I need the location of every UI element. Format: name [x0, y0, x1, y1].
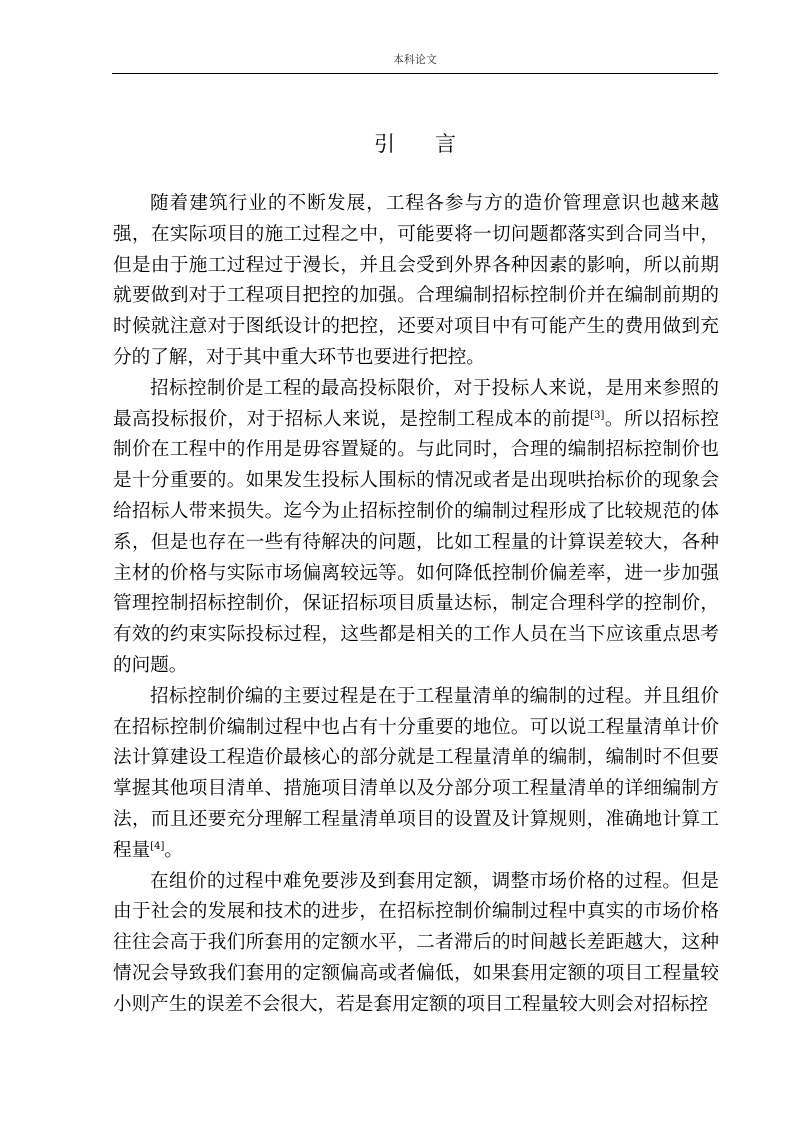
header-rule [112, 73, 718, 74]
paragraph-1: 随着建筑行业的不断发展，工程各参与方的造价管理意识也越来越强，在实际项目的施工过程之中，可能要将一切问题都落实到合同当中，但是由于施工过程过于漫长，并且会受到外界各种因素的影响，所以前期就要做到对于工程项目把控的加强。合理编制招标控制价并在编制前期的时候就注意对于图纸设计的把控，还要对项目中有可能产生的费用做到充分的了解，对于其中重大环节也要进行把控。 [113, 193, 719, 368]
body-text [113, 189, 719, 1021]
citation-ref-3: [3] [590, 409, 605, 421]
running-header: 本科论文 [393, 53, 437, 66]
paragraph-2-text-b: 。所以招标控制价在工程中的作用是毋容置疑的。与此同时，合理的编制招标控制价也是十分重要的。如果发生投标人围标的情况或者是出现哄抬标价的现象会给招标人带来损失。迄今为止招标控制价的编制过程形成了比较规范的体系，但是也存在一些有待解决的问题，比如工程量的计算误差较大，各种主材的价格与实际市场偏离较远等。如何降低控制价偏差率，进一步加强管理控制招标控制价，保证招标项目质量达标，制定合理科学的控制价，有效的约束实际投标过程，这些都是相关的工作人员在当下应该重点思考的问题。 [113, 408, 719, 676]
paragraph-2-text-a: 招标控制价是工程的最高投标限价，对于投标人来说，是用来参照的最高投标报价，对于招标人来说，是控制工程成本的前提 [113, 377, 719, 430]
paragraph-4: 在组价的过程中难免要涉及到套用定额，调整市场价格的过程。但是由于社会的发展和技术的进步，在招标控制价编制过程中真实的市场价格往往会高于我们所套用的定额水平，二者滞后的时间越长差距越大，这种情况会导致我们套用的定额偏高或者偏低，如果套用定额的项目工程量较小则产生的误差不会很大，若是套用定额的项目工程量较大则会对招标控 [113, 870, 719, 1015]
paragraph-3 [113, 682, 719, 867]
section-title: 引言 [374, 132, 496, 156]
paragraph-3-text-a: 招标控制价编的主要过程是在于工程量清单的编制的过程。并且组价在招标控制价编制过程中也占有十分重要的地位。可以说工程量清单计价法计算建设工程造价最核心的部分就是工程量清单的编制，编制时不但要掌握其他项目清单、措施项目清单以及分部分项工程量清单的详细编制方法，而且还要充分理解工程量清单项目的设置及计算规则，准确地计算工程量 [113, 685, 719, 861]
citation-ref-4: [4] [150, 840, 165, 852]
paragraph-2 [113, 374, 719, 682]
paragraph-3-text-b: 。 [164, 839, 183, 861]
